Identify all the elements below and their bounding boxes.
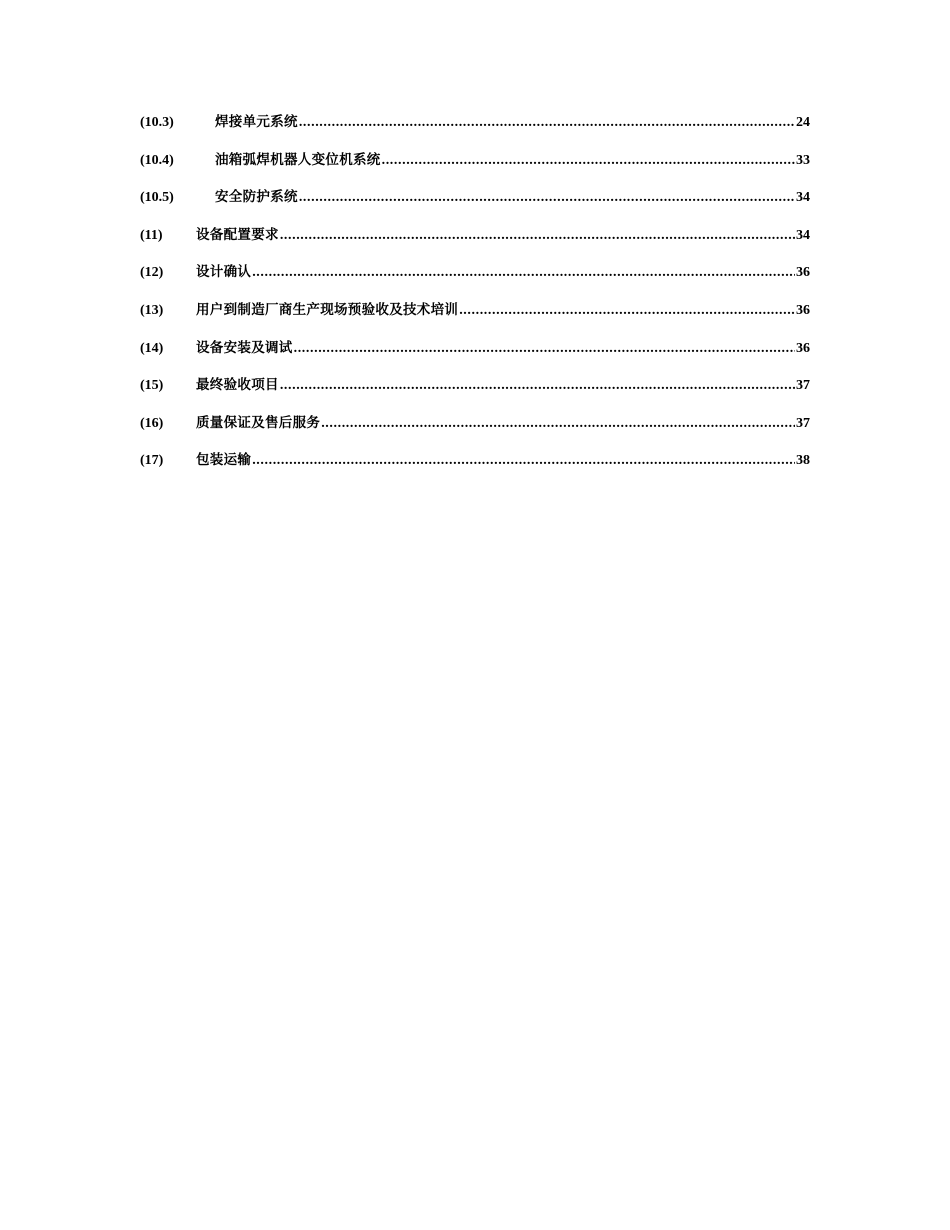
toc-entry-title: 最终验收项目 (196, 377, 279, 394)
toc-dot-leader (252, 263, 795, 283)
toc-entry[interactable] (140, 187, 810, 225)
toc-entry[interactable] (140, 338, 810, 376)
toc-entry-number: (15) (140, 378, 164, 394)
toc-entry-title: 设备配置要求 (196, 226, 279, 243)
toc-entry[interactable] (140, 262, 810, 300)
toc-entry-title: 焊接单元系统 (215, 114, 298, 130)
toc-entry-title: 设计确认 (196, 264, 252, 281)
toc-dot-leader (280, 376, 795, 396)
toc-entry-number: (13) (140, 302, 164, 318)
toc-entry-title: 质量保证及售后服务 (196, 414, 321, 431)
toc-entry[interactable] (140, 225, 810, 263)
toc-dot-leader (280, 226, 795, 246)
toc-entry[interactable] (140, 375, 810, 413)
toc-entry-page: 36 (796, 265, 810, 281)
toc-entry-number: (16) (140, 415, 164, 431)
toc-dot-leader (321, 414, 795, 434)
table-of-contents (140, 112, 810, 488)
toc-entry-number: (10.5) (140, 190, 174, 206)
toc-entry-number: (10.4) (140, 152, 174, 168)
toc-entry-number: (17) (140, 453, 164, 469)
toc-entry-page: 24 (796, 115, 810, 130)
toc-entry-page: 33 (796, 152, 810, 168)
toc-dot-leader (299, 113, 795, 133)
toc-entry-page: 36 (796, 340, 810, 356)
toc-entry-number: (12) (140, 265, 164, 281)
toc-entry-title: 设备安装及调试 (196, 339, 293, 356)
toc-entry-title: 用户到制造厂商生产现场预验收及技术培训 (196, 301, 459, 318)
toc-entry[interactable] (140, 413, 810, 451)
toc-entry-page: 37 (796, 378, 810, 394)
toc-entry-number: (14) (140, 340, 164, 356)
toc-dot-leader (382, 151, 795, 171)
toc-entry-title: 油箱弧焊机器人变位机系统 (215, 151, 381, 168)
toc-entry-title: 安全防护系统 (215, 189, 298, 206)
toc-entry-number: (10.3) (140, 115, 174, 130)
toc-entry-title: 包装运输 (196, 452, 252, 469)
toc-entry-page: 34 (796, 190, 810, 206)
toc-entry[interactable] (140, 150, 810, 188)
toc-entry[interactable] (140, 112, 810, 150)
toc-entry[interactable] (140, 300, 810, 338)
toc-entry-page: 34 (796, 227, 810, 243)
toc-dot-leader (299, 188, 795, 208)
toc-dot-leader (459, 301, 795, 321)
toc-dot-leader (252, 451, 795, 471)
toc-entry[interactable] (140, 450, 810, 488)
toc-entry-page: 36 (796, 302, 810, 318)
toc-entry-page: 37 (796, 415, 810, 431)
toc-entry-page: 38 (796, 453, 810, 469)
toc-dot-leader (294, 339, 795, 359)
toc-entry-number: (11) (140, 227, 163, 243)
